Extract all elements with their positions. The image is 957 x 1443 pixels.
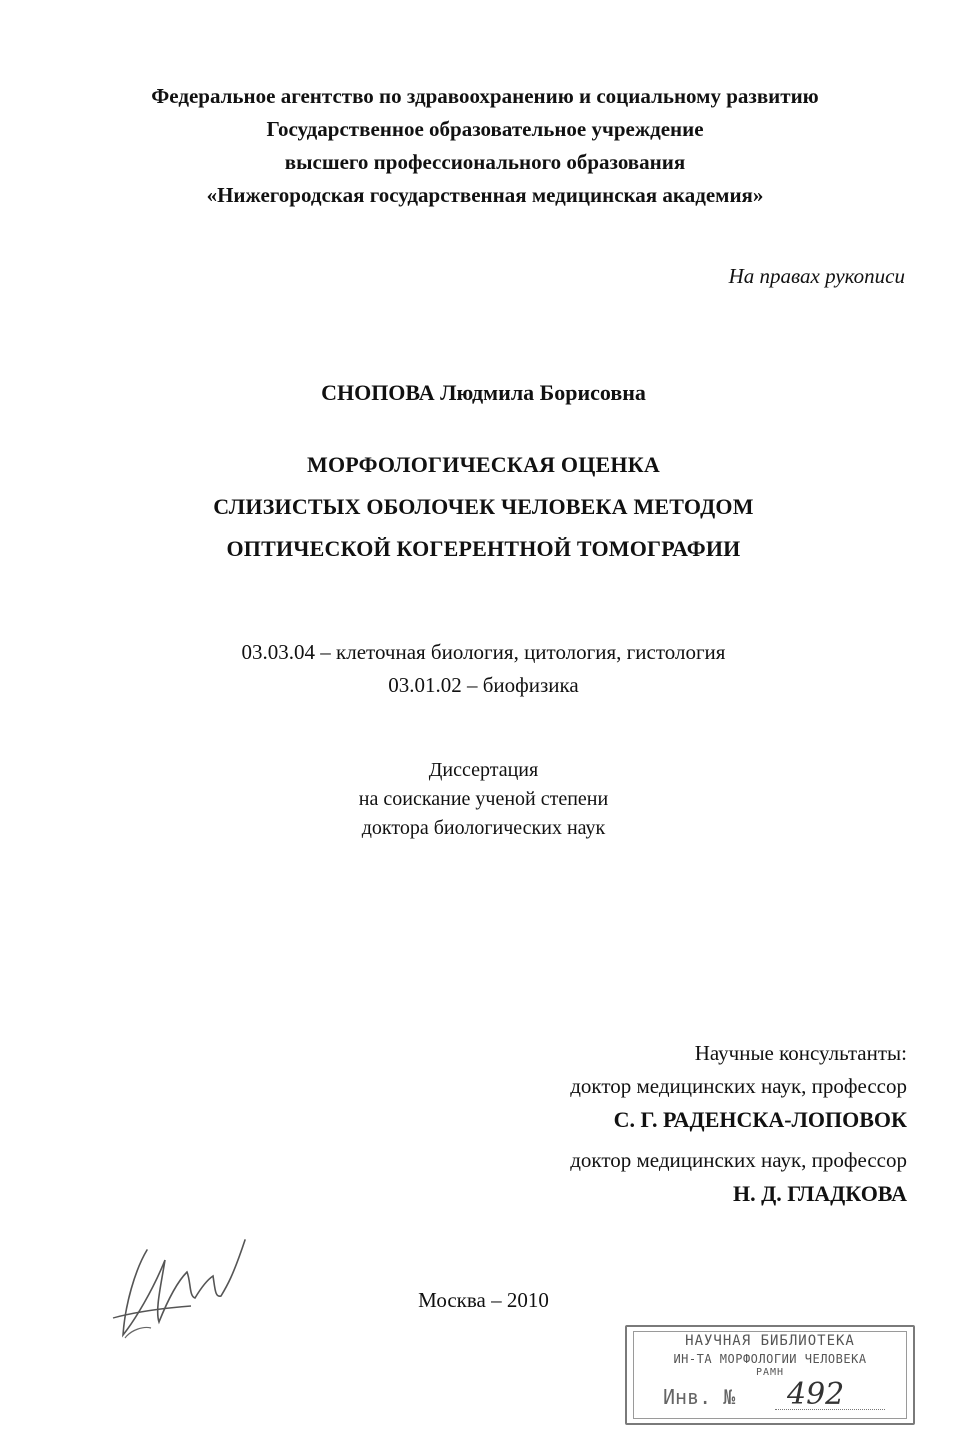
specialty-1: 03.03.04 – клеточная биология, цитология, гистология: [241, 640, 726, 664]
handwritten-signature: [95, 1210, 255, 1350]
header-line-institution-type: Государственное образовательное учреждение: [266, 117, 704, 141]
title-line-2: СЛИЗИСТЫХ ОБОЛОЧЕК ЧЕЛОВЕКА МЕТОДОМ: [213, 494, 754, 519]
header-line-agency: Федеральное агентство по здравоохранению и социальному развитию: [151, 84, 819, 108]
consultant-1-title: доктор медицинских наук, профессор: [570, 1074, 907, 1098]
degree-line-3: доктора биологических наук: [361, 817, 606, 839]
title-line-3: ОПТИЧЕСКОЙ КОГЕРЕНТНОЙ ТОМОГРАФИИ: [226, 536, 741, 561]
header-line-education-level: высшего профессионального образования: [284, 150, 686, 174]
stamp-inventory-label: Инв. №: [663, 1385, 736, 1409]
city-year: Москва – 2010: [418, 1288, 549, 1312]
degree-statement: [0, 756, 957, 843]
stamp-institute-name: ИН-ТА МОРФОЛОГИИ ЧЕЛОВЕКА: [673, 1352, 867, 1366]
rights-note: На правах рукописи: [728, 264, 905, 288]
degree-line-1: Диссертация: [428, 759, 539, 781]
specialty-2: 03.01.02 – биофизика: [388, 673, 579, 697]
stamp-inventory-number: 492: [787, 1377, 845, 1412]
author-name: [0, 380, 957, 406]
consultant-1-name: С. Г. РАДЕНСКА-ЛОПОВОК: [613, 1107, 907, 1132]
specialties: [0, 636, 957, 702]
header-line-academy-name: «Нижегородская государственная медицинская академия»: [206, 183, 764, 207]
library-stamp: [625, 1325, 915, 1425]
institution-header: [40, 80, 930, 212]
consultant-2-title: доктор медицинских наук, профессор: [570, 1148, 907, 1172]
degree-line-2: на соискание ученой степени: [358, 788, 609, 810]
consultant-2-name: Н. Д. ГЛАДКОВА: [732, 1181, 907, 1206]
author-given-names: Людмила Борисовна: [440, 380, 646, 405]
stamp-library-name: НАУЧНАЯ БИБЛИОТЕКА: [685, 1333, 855, 1349]
title-line-1: МОРФОЛОГИЧЕСКАЯ ОЦЕНКА: [307, 452, 660, 477]
stamp-academy-abbrev: РАМН: [755, 1367, 785, 1378]
scientific-consultants: [570, 1037, 907, 1210]
author-surname: СНОПОВА: [321, 380, 435, 405]
dissertation-title: [0, 444, 957, 570]
consultants-heading: Научные консультанты:: [694, 1041, 907, 1065]
